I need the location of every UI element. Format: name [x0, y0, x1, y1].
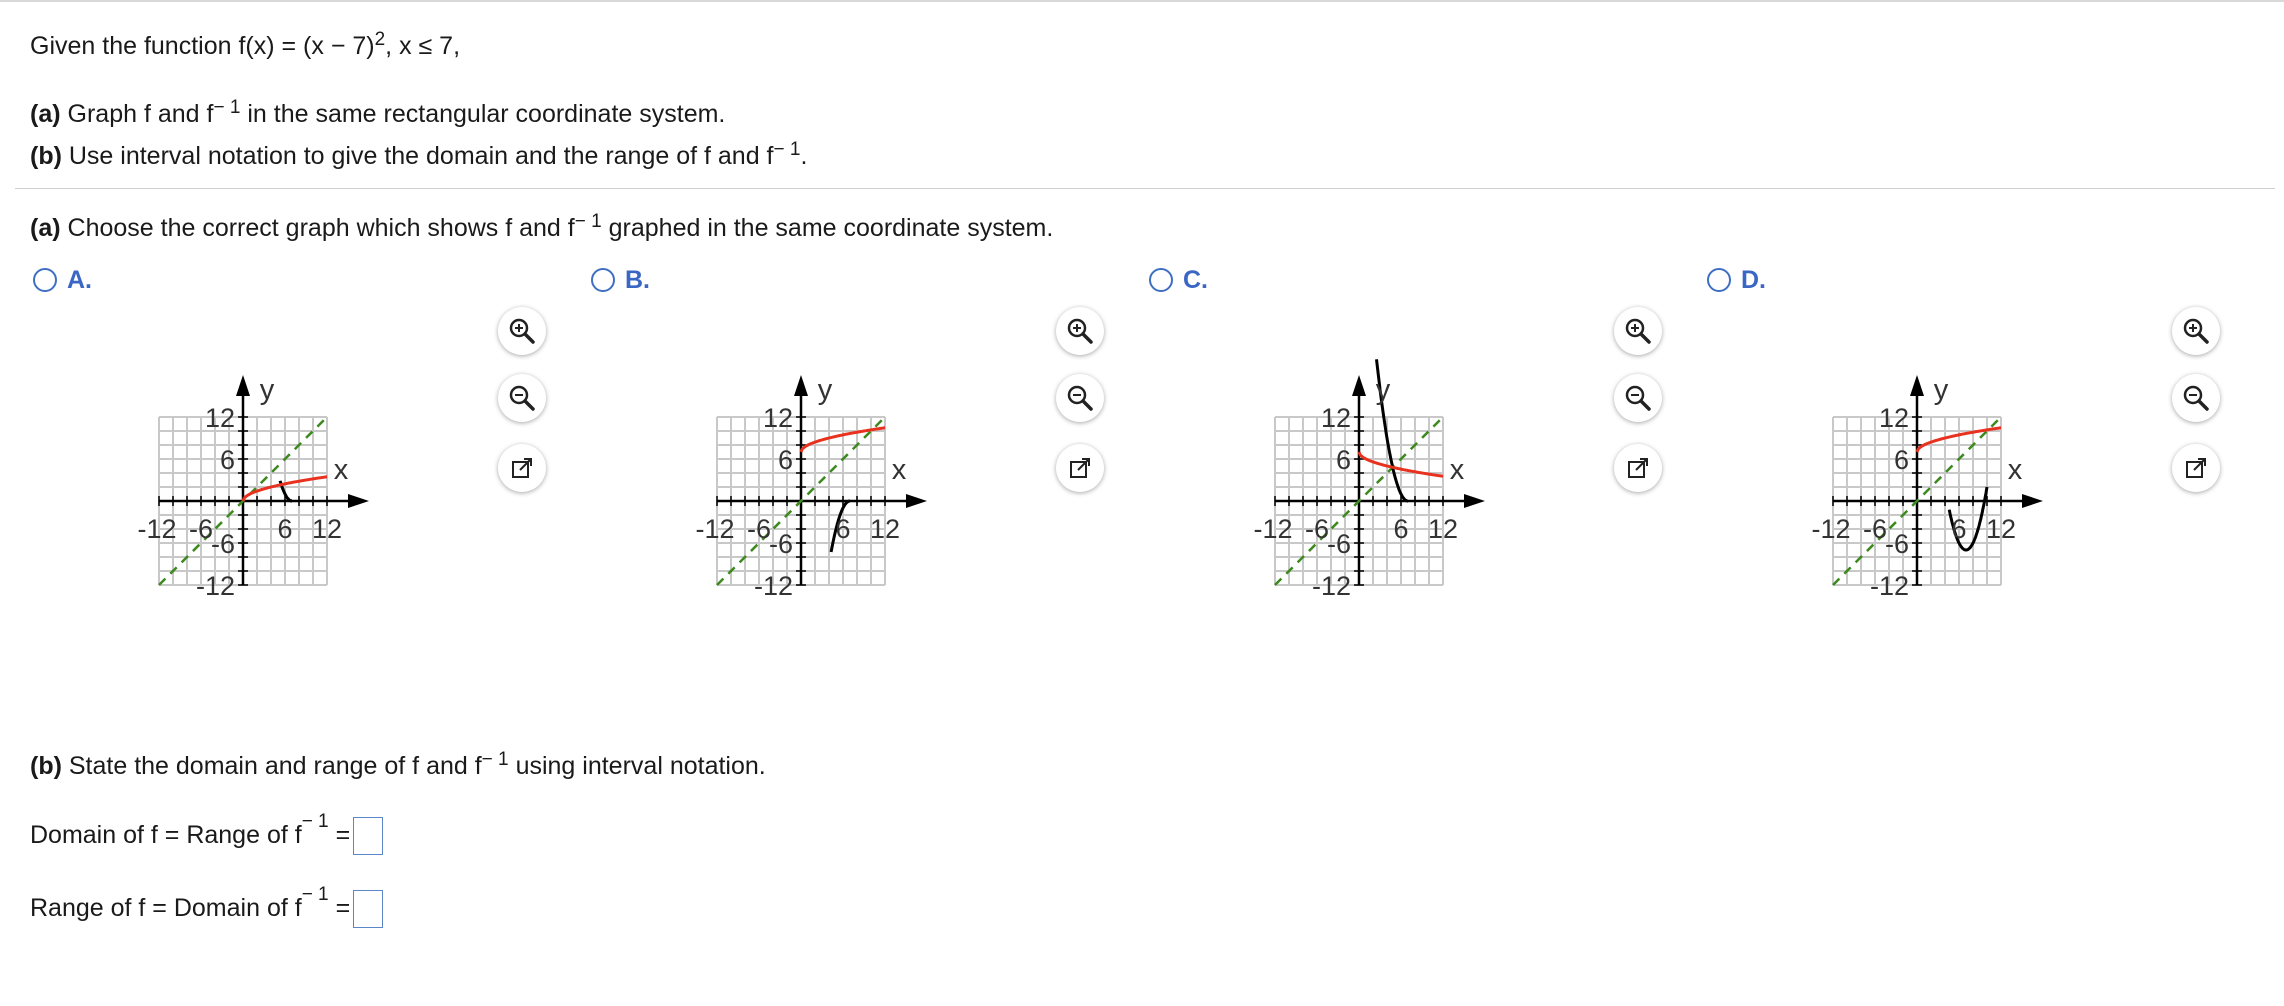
y-tick-label: 6: [219, 445, 235, 475]
y-axis-arrow: [794, 375, 808, 396]
zoom-in-button[interactable]: [498, 307, 546, 355]
x-tick-label: -12: [1253, 514, 1293, 544]
x-axis-arrow: [1464, 494, 1485, 508]
x-tick-label: -6: [188, 514, 214, 544]
option-a-radio[interactable]: [33, 264, 92, 296]
y-tick-label: -6: [1884, 529, 1909, 559]
radio-circle-d[interactable]: [1707, 268, 1731, 292]
zoom-out-icon: [2181, 383, 2211, 413]
zoom-in-icon: [1065, 316, 1095, 346]
zoom-in-icon: [507, 316, 537, 346]
section-divider: [15, 188, 2275, 189]
y-axis-label: y: [259, 374, 275, 406]
x-tick-label: 12: [1985, 514, 2017, 544]
y-tick-label: -12: [195, 571, 235, 601]
range-row: Range of f = Domain of $f^{- 1}$ =: [30, 889, 383, 928]
popout-icon: [507, 453, 537, 483]
top-border: [0, 0, 2284, 2]
option-a-label: A.: [67, 265, 92, 294]
y-axis-arrow: [1910, 375, 1924, 396]
graph-option-c: [1216, 305, 1546, 635]
y-tick-label: -12: [753, 571, 793, 601]
graph-option-d: [1774, 305, 2104, 635]
part-a-prompt: (a) Choose the correct graph which shows f and $f^{- 1}$ graphed in the same coordinate system.: [30, 211, 1054, 242]
radio-circle-a[interactable]: [33, 268, 57, 292]
popout-icon: [2181, 453, 2211, 483]
zoom-out-button[interactable]: [1614, 374, 1662, 422]
popout-button[interactable]: [1056, 444, 1104, 492]
y-axis-label: y: [1933, 374, 1949, 406]
x-axis-label: x: [333, 454, 349, 486]
zoom-out-button[interactable]: [498, 374, 546, 422]
x-tick-label: -12: [137, 514, 177, 544]
x-tick-label: 6: [277, 514, 293, 544]
x-axis-label: x: [2007, 454, 2023, 486]
x-tick-label: 12: [869, 514, 901, 544]
x-axis-label: x: [891, 454, 907, 486]
question-part-b: (b) Use interval notation to give the domain and the range of f and $f^{- 1}$.: [30, 139, 808, 170]
popout-button[interactable]: [498, 444, 546, 492]
popout-icon: [1065, 453, 1095, 483]
option-d-radio[interactable]: [1707, 264, 1766, 296]
y-tick-label: -12: [1311, 571, 1351, 601]
y-axis-label: y: [1375, 374, 1391, 406]
x-tick-label: -6: [746, 514, 772, 544]
option-d-label: D.: [1741, 265, 1766, 294]
y-tick-label: 12: [1878, 403, 1909, 433]
y-tick-label: -6: [210, 529, 235, 559]
x-tick-label: -12: [695, 514, 735, 544]
y-axis-label: y: [817, 374, 833, 406]
option-b-radio[interactable]: [591, 264, 650, 296]
range-answer-input[interactable]: [353, 890, 383, 928]
x-tick-label: 6: [1393, 514, 1409, 544]
x-tick-label: 12: [1427, 514, 1459, 544]
option-b-label: B.: [625, 265, 650, 294]
zoom-out-icon: [1623, 383, 1653, 413]
y-tick-label: 12: [762, 403, 793, 433]
option-c-radio[interactable]: [1149, 264, 1208, 296]
zoom-in-button[interactable]: [1614, 307, 1662, 355]
given-function-text: Given the function $f(x) = (x - 7)^2$, x ≤ 7,: [30, 29, 461, 60]
y-axis-arrow: [236, 375, 250, 396]
zoom-out-icon: [507, 383, 537, 413]
zoom-out-icon: [1065, 383, 1095, 413]
x-axis-arrow: [2022, 494, 2043, 508]
x-tick-label: 6: [1951, 514, 1967, 544]
zoom-out-button[interactable]: [2172, 374, 2220, 422]
part-b-prompt: (b) State the domain and range of f and $f^{- 1}$ using interval notation.: [30, 749, 766, 780]
zoom-in-button[interactable]: [1056, 307, 1104, 355]
y-tick-label: 6: [1335, 445, 1351, 475]
zoom-out-button[interactable]: [1056, 374, 1104, 422]
domain-row: Domain of f = Range of $f^{- 1}$ =: [30, 816, 383, 855]
x-tick-label: -6: [1862, 514, 1888, 544]
zoom-in-icon: [2181, 316, 2211, 346]
y-tick-label: -6: [1326, 529, 1351, 559]
graph-option-b: [658, 305, 988, 635]
radio-circle-c[interactable]: [1149, 268, 1173, 292]
question-part-a: (a) Graph f and $f^{- 1}$ in the same rectangular coordinate system.: [30, 97, 726, 128]
x-tick-label: 12: [311, 514, 343, 544]
zoom-in-icon: [1623, 316, 1653, 346]
graph-option-a: [100, 305, 430, 635]
x-axis-arrow: [906, 494, 927, 508]
y-tick-label: 12: [204, 403, 235, 433]
popout-icon: [1623, 453, 1653, 483]
popout-button[interactable]: [2172, 444, 2220, 492]
y-tick-label: 6: [777, 445, 793, 475]
x-tick-label: -12: [1811, 514, 1851, 544]
y-tick-label: -6: [768, 529, 793, 559]
x-tick-label: -6: [1304, 514, 1330, 544]
y-tick-label: 6: [1893, 445, 1909, 475]
x-tick-label: 6: [835, 514, 851, 544]
option-c-label: C.: [1183, 265, 1208, 294]
domain-answer-input[interactable]: [353, 817, 383, 855]
radio-circle-b[interactable]: [591, 268, 615, 292]
popout-button[interactable]: [1614, 444, 1662, 492]
y-axis-arrow: [1352, 375, 1366, 396]
zoom-in-button[interactable]: [2172, 307, 2220, 355]
x-axis-label: x: [1449, 454, 1465, 486]
y-tick-label: 12: [1320, 403, 1351, 433]
y-tick-label: -12: [1869, 571, 1909, 601]
x-axis-arrow: [348, 494, 369, 508]
